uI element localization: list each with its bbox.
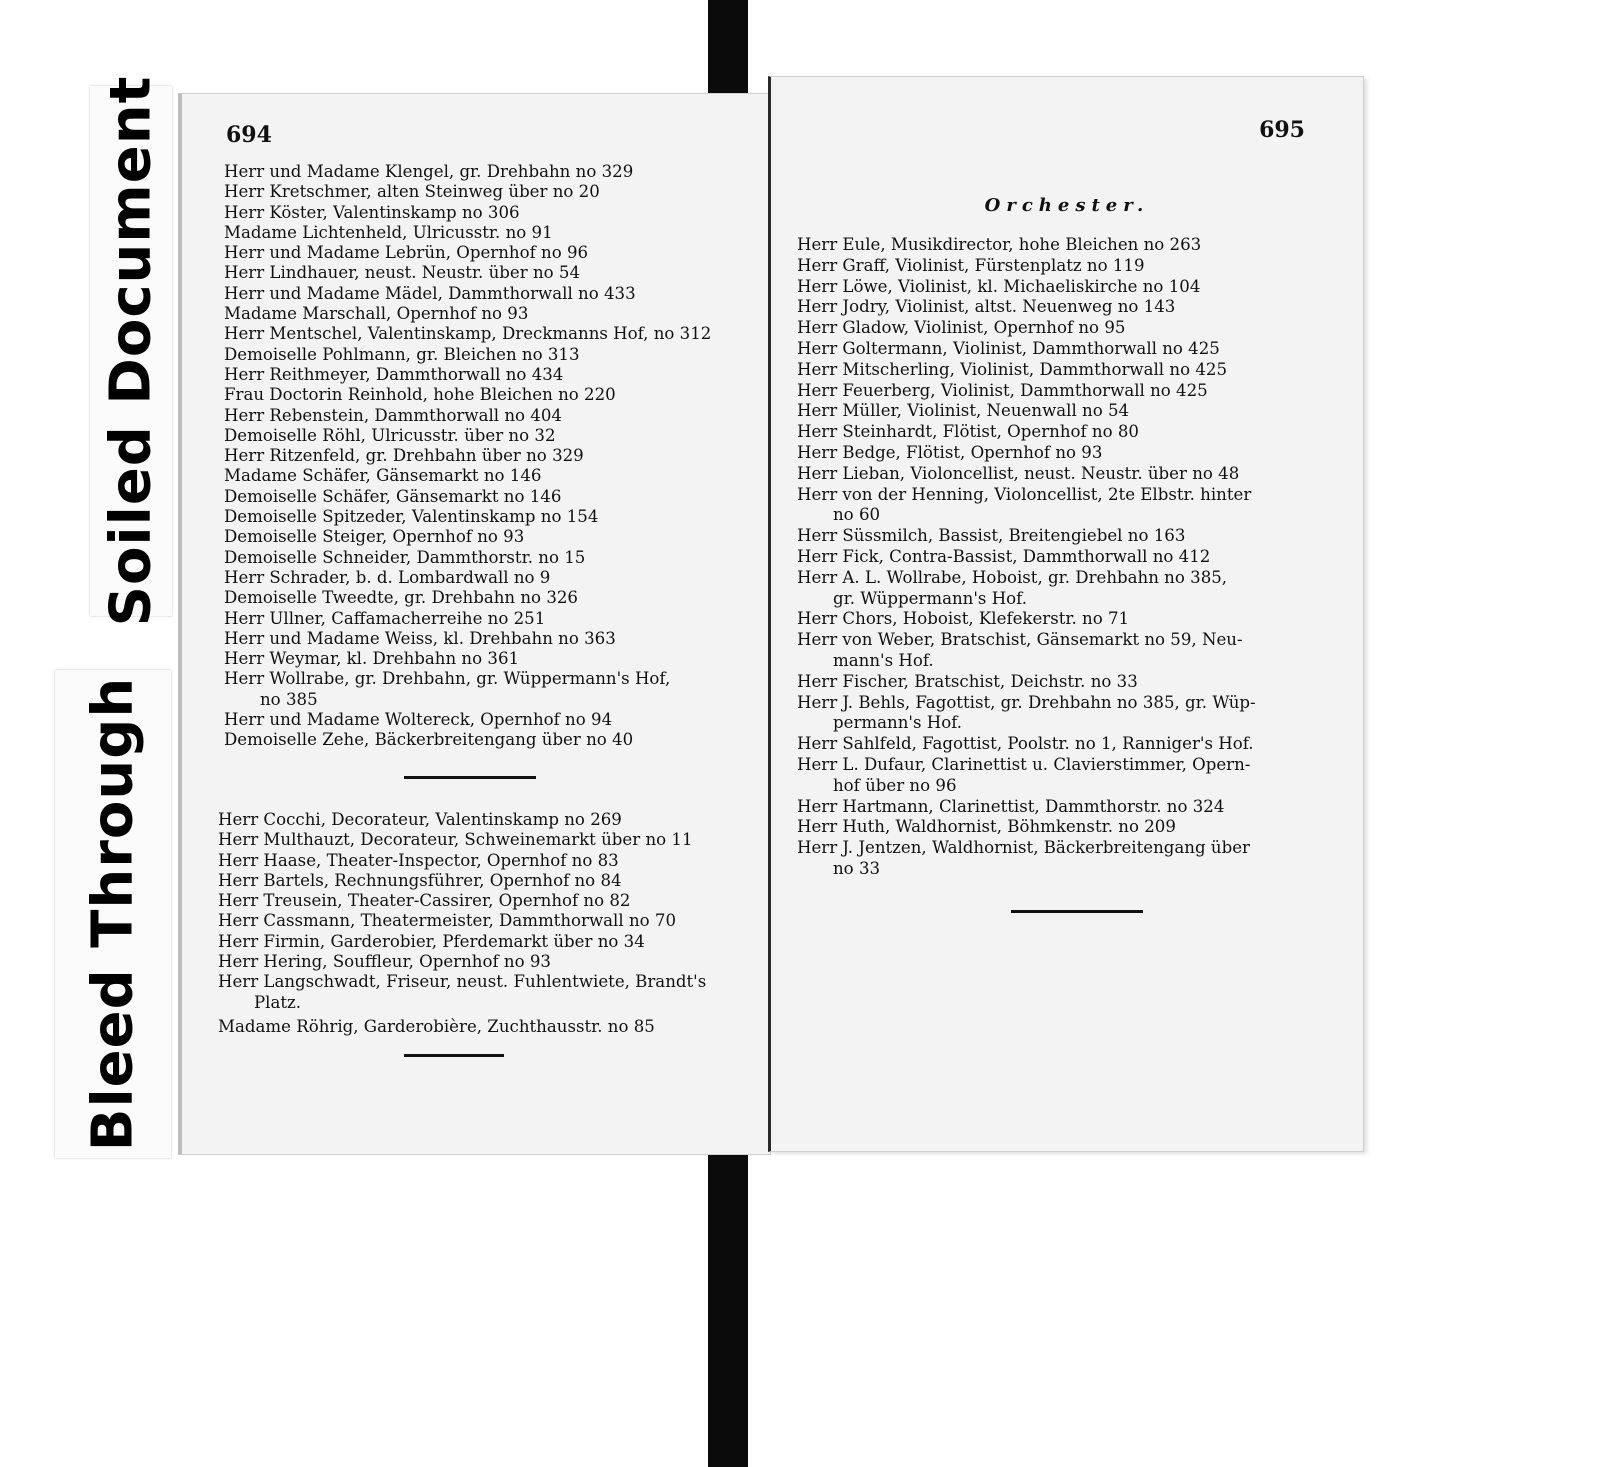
list-item: Demoiselle Schäfer, Gänsemarkt no 146 bbox=[224, 486, 562, 506]
list-item: Herr Löwe, Violinist, kl. Michaeliskirche no 104 bbox=[797, 276, 1201, 296]
list-item: Madame Schäfer, Gänsemarkt no 146 bbox=[224, 466, 542, 486]
list-item: Demoiselle Röhl, Ulricusstr. über no 32 bbox=[224, 425, 556, 445]
bleed-through-label: Bleed Through bbox=[80, 676, 146, 1152]
section-divider bbox=[404, 776, 536, 779]
list-item: Herr Ritzenfeld, gr. Drehbahn über no 329 bbox=[224, 446, 584, 466]
list-item: Herr A. L. Wollrabe, Hoboist, gr. Drehbahn no 385, bbox=[797, 567, 1228, 587]
section-title: Orchester. bbox=[984, 195, 1150, 216]
list-item-continuation: hof über no 96 bbox=[833, 775, 957, 795]
soiled-document-label: Soiled Document bbox=[98, 75, 164, 627]
list-item: Madame Lichtenheld, Ulricusstr. no 91 bbox=[224, 222, 553, 242]
list-item: Herr Wollrabe, gr. Drehbahn, gr. Wüppermann's Hof, bbox=[224, 669, 671, 689]
list-item: Herr Langschwadt, Friseur, neust. Fuhlentwiete, Brandt's bbox=[218, 972, 707, 992]
list-item: Herr J. Jentzen, Waldhornist, Bäckerbreitengang über bbox=[797, 838, 1250, 858]
left-page-number: 694 bbox=[226, 122, 272, 148]
list-item: Herr Mentschel, Valentinskamp, Dreckmanns Hof, no 312 bbox=[224, 324, 712, 344]
list-item: Herr Feuerberg, Violinist, Dammthorwall no 425 bbox=[797, 380, 1208, 400]
list-item: Herr und Madame Weiss, kl. Drehbahn no 363 bbox=[224, 628, 616, 648]
list-item: Herr Ullner, Caffamacherreihe no 251 bbox=[224, 608, 546, 628]
list-item: Herr Eule, Musikdirector, hohe Bleichen no 263 bbox=[797, 235, 1202, 254]
list-item: Herr Süssmilch, Bassist, Breitengiebel no 163 bbox=[797, 526, 1186, 546]
list-item: Herr Treusein, Theater-Cassirer, Opernhof no 82 bbox=[218, 891, 631, 911]
list-item: Herr Reithmeyer, Dammthorwall no 434 bbox=[224, 364, 564, 384]
soiled-document-tab bbox=[90, 75, 172, 627]
bleed-through-tab bbox=[55, 670, 171, 1158]
orchestra-entries bbox=[797, 235, 1337, 880]
list-item: Herr Rebenstein, Dammthorwall no 404 bbox=[224, 405, 562, 425]
list-item: Herr Haase, Theater-Inspector, Opernhof no 83 bbox=[218, 850, 619, 870]
list-item: Herr Goltermann, Violinist, Dammthorwall no 425 bbox=[797, 338, 1220, 358]
list-item: Demoiselle Steiger, Opernhof no 93 bbox=[224, 527, 525, 547]
list-item: Herr und Madame Klengel, gr. Drehbahn no 329 bbox=[224, 162, 634, 181]
end-divider bbox=[404, 1054, 504, 1057]
left-entries bbox=[224, 162, 754, 751]
list-item: Madame Röhrig, Garderobière, Zuchthausstr. no 85 bbox=[218, 1016, 655, 1036]
list-item: Herr Firmin, Garderobier, Pferdemarkt über no 34 bbox=[218, 931, 645, 951]
list-item: Herr Mitscherling, Violinist, Dammthorwall no 425 bbox=[797, 359, 1228, 379]
section-divider bbox=[1011, 910, 1143, 913]
list-item: Herr und Madame Lebrün, Opernhof no 96 bbox=[224, 243, 589, 263]
list-item: Herr von der Henning, Violoncellist, 2te Elbstr. hinter bbox=[797, 484, 1252, 504]
list-item: Herr von Weber, Bratschist, Gänsemarkt no 59, Neu- bbox=[797, 630, 1243, 650]
list-item: Herr Huth, Waldhornist, Böhmkenstr. no 209 bbox=[797, 817, 1176, 837]
list-item: Demoiselle Schneider, Dammthorstr. no 15 bbox=[224, 547, 586, 567]
list-item: Herr Multhauzt, Decorateur, Schweinemarkt über no 11 bbox=[218, 830, 693, 850]
list-item: Herr Bartels, Rechnungsführer, Opernhof no 84 bbox=[218, 870, 622, 890]
list-item-continuation: gr. Wüppermann's Hof. bbox=[833, 588, 1027, 608]
list-item: Herr Sahlfeld, Fagottist, Poolstr. no 1, Ranniger's Hof. bbox=[797, 734, 1254, 754]
left-page bbox=[178, 93, 771, 1155]
list-item: Herr Graff, Violinist, Fürstenplatz no 119 bbox=[797, 255, 1145, 275]
list-item: Demoiselle Tweedte, gr. Drehbahn no 326 bbox=[224, 588, 578, 608]
list-item-continuation: permann's Hof. bbox=[833, 713, 963, 733]
list-item: Herr Hering, Souffleur, Opernhof no 93 bbox=[218, 952, 551, 972]
list-item: Herr Steinhardt, Flötist, Opernhof no 80 bbox=[797, 422, 1139, 442]
list-item: Herr Müller, Violinist, Neuenwall no 54 bbox=[797, 401, 1130, 421]
list-item: Herr Lieban, Violoncellist, neust. Neustr. über no 48 bbox=[797, 463, 1240, 483]
list-item: Herr Fick, Contra-Bassist, Dammthorwall no 412 bbox=[797, 546, 1211, 566]
list-item: Herr J. Behls, Fagottist, gr. Drehbahn no 385, gr. Wüp- bbox=[797, 692, 1256, 712]
list-item: Herr Weymar, kl. Drehbahn no 361 bbox=[224, 649, 520, 669]
list-item: Frau Doctorin Reinhold, hohe Bleichen no 220 bbox=[224, 385, 616, 405]
list-item: Herr und Madame Woltereck, Opernhof no 94 bbox=[224, 710, 613, 730]
list-item: Herr Bedge, Flötist, Opernhof no 93 bbox=[797, 442, 1103, 462]
spine-top bbox=[708, 0, 748, 95]
list-item: Herr Cassmann, Theatermeister, Dammthorwall no 70 bbox=[218, 911, 677, 931]
staff-entries bbox=[218, 810, 754, 1037]
list-item-continuation: Platz. bbox=[254, 992, 302, 1012]
list-item: Herr Hartmann, Clarinettist, Dammthorstr. no 324 bbox=[797, 796, 1225, 816]
list-item: Herr Gladow, Violinist, Opernhof no 95 bbox=[797, 318, 1126, 338]
list-item: Demoiselle Zehe, Bäckerbreitengang über no 40 bbox=[224, 730, 634, 750]
right-page-number: 695 bbox=[1259, 117, 1305, 143]
list-item: Herr Cocchi, Decorateur, Valentinskamp no 269 bbox=[218, 810, 622, 829]
list-item: Madame Marschall, Opernhof no 93 bbox=[224, 304, 529, 324]
list-item: Herr Kretschmer, alten Steinweg über no 20 bbox=[224, 182, 600, 202]
list-item: Herr Fischer, Bratschist, Deichstr. no 33 bbox=[797, 671, 1138, 691]
list-item: Herr Köster, Valentinskamp no 306 bbox=[224, 202, 520, 222]
list-item: Herr Chors, Hoboist, Klefekerstr. no 71 bbox=[797, 609, 1130, 629]
list-item-continuation: no 60 bbox=[833, 505, 881, 525]
right-page bbox=[768, 76, 1364, 1152]
list-item-continuation: no 33 bbox=[833, 858, 881, 878]
list-item: Demoiselle Spitzeder, Valentinskamp no 154 bbox=[224, 507, 599, 527]
list-item: Herr Schrader, b. d. Lombardwall no 9 bbox=[224, 567, 551, 587]
list-item: Herr L. Dufaur, Clarinettist u. Clavierstimmer, Opern- bbox=[797, 754, 1251, 774]
list-item: Herr und Madame Mädel, Dammthorwall no 433 bbox=[224, 283, 636, 303]
list-item: Demoiselle Pohlmann, gr. Bleichen no 313 bbox=[224, 344, 580, 364]
list-item: Herr Jodry, Violinist, altst. Neuenweg no 143 bbox=[797, 297, 1176, 317]
list-item-continuation: no 385 bbox=[260, 689, 318, 709]
list-item-continuation: mann's Hof. bbox=[833, 650, 934, 670]
list-item: Herr Lindhauer, neust. Neustr. über no 54 bbox=[224, 263, 581, 283]
spine-bottom bbox=[708, 1150, 748, 1467]
